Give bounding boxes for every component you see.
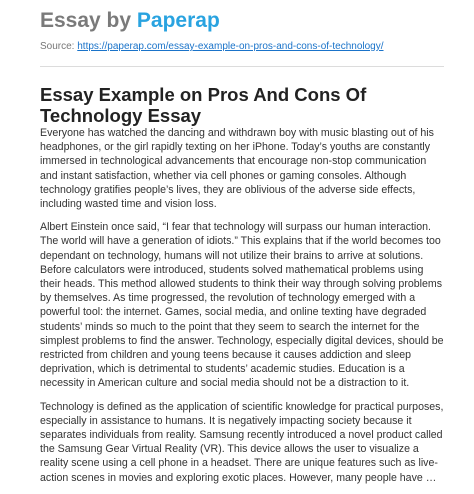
site-brand[interactable] — [40, 9, 220, 33]
header-divider — [40, 66, 444, 67]
essay-paragraph: Everyone has watched the dancing and withdrawn boy with music blasting out of his headphones, or the girl rapidly texting on her iPhone. Today’s youths are constantly immersed in technological advancements that encourage non-stop communication and instant satisfaction, whether via cell phones or gaming consoles. Although technology gratifies people’s lives, they are oblivious of the adverse side effects, including wasted time and vision loss. — [40, 127, 434, 211]
brand-prefix: Essay by — [40, 9, 137, 32]
source-link[interactable]: https://paperap.com/essay-example-on-pros-and-cons-of-technology/ — [77, 41, 384, 52]
essay-title: Essay Example on Pros And Cons Of Technology Essay — [40, 84, 367, 126]
essay-body — [40, 126, 445, 494]
essay-paragraph: Albert Einstein once said, “I fear that technology will surpass our human interaction. The world will have a generation of idiots.” This explains that if the world becomes too dependant on technology, humans will not utilize their brains to arrive at solutions. Before calculators were introduced, students solved mathematical problems using their heads. This method allowed students to think their way through solving problems by themselves. As time progressed, the revolution of technology emerged with a powerful tool: the internet. Games, social media, and online texting have degraded students’ minds so much to the point that they seem to search the internet for the simplest problems to find the answer. Technology, especially digital devices, should be restricted from children and young teens because it causes addiction and sleep deprivation, which is detrimental to students’ academic studies. Education is a necessity in American culture and social media should not be a distraction to it. — [40, 221, 444, 390]
source-label: Source: — [40, 41, 78, 52]
essay-paragraph: Technology is defined as the application of scientific knowledge for practical purposes, especially in assistance to humans. It is negatively impacting society because it separates individuals from reality. Samsung recently introduced a novel product called the Samsung Gear Virtual Reality (VR). This device allows the user to visualize a reality scene using a cell phone in a headset. There are unique features such as live-action scenes in movies and exploring exotic places. However, many people have … — [40, 400, 444, 484]
source-line — [40, 41, 384, 52]
brand-name: Paperap — [136, 9, 220, 32]
